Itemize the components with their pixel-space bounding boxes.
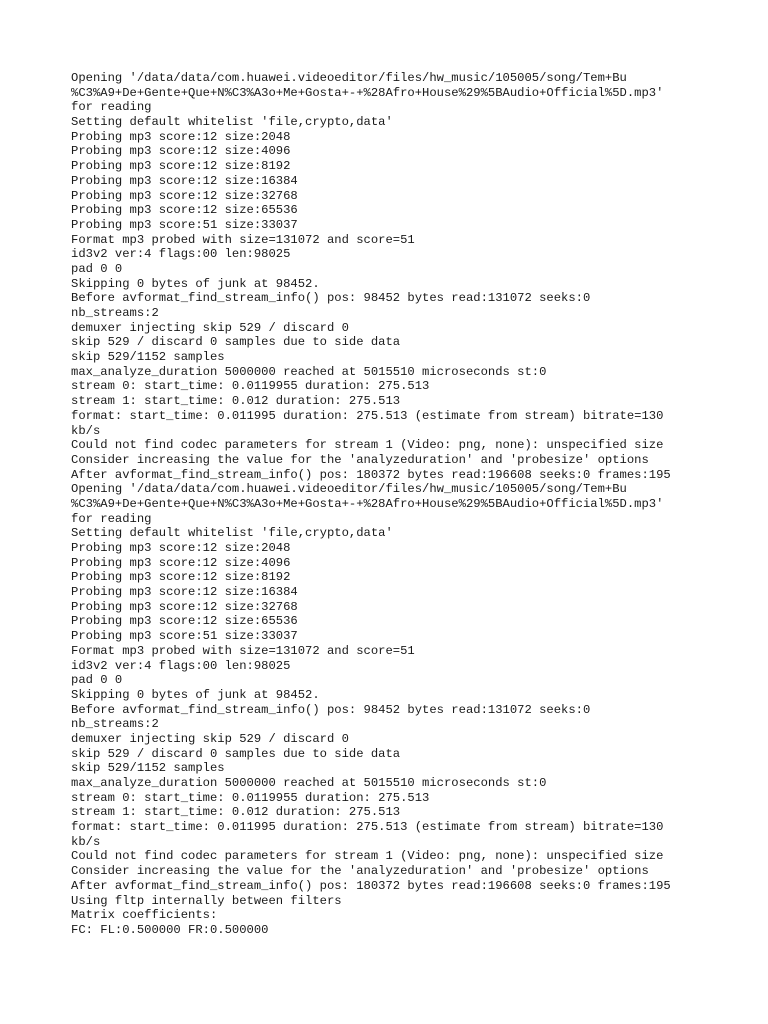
log-line: Probing mp3 score:12 size:65536 (71, 614, 298, 629)
log-line: skip 529/1152 samples (71, 350, 225, 365)
log-line: stream 0: start_time: 0.0119955 duration: 275.513 (71, 790, 430, 805)
log-line: Could not find codec parameters for stream 1 (Video: png, none): unspecified size (71, 849, 664, 864)
log-line: Could not find codec parameters for stream 1 (Video: png, none): unspecified size (71, 438, 664, 453)
log-line: nb_streams:2 (71, 717, 159, 732)
log-line: Probing mp3 score:12 size:8192 (71, 570, 291, 585)
log-line: Probing mp3 score:12 size:8192 (71, 159, 291, 174)
log-line: Using fltp internally between filters (71, 893, 342, 908)
log-line: Format mp3 probed with size=131072 and score=51 (71, 232, 415, 247)
log-line: Format mp3 probed with size=131072 and score=51 (71, 643, 415, 658)
log-line: max_analyze_duration 5000000 reached at 5015510 microseconds st:0 (71, 776, 547, 790)
log-line: Probing mp3 score:12 size:32768 (71, 188, 298, 203)
log-line: After avformat_find_stream_info() pos: 180372 bytes read:196608 seeks:0 frames:195 (71, 467, 671, 482)
log-line: Probing mp3 score:12 size:32768 (71, 599, 298, 614)
log-line: Probing mp3 score:12 size:4096 (71, 144, 291, 159)
log-line: nb_streams:2 (71, 306, 159, 320)
log-line: pad 0 0 (71, 261, 123, 276)
log-line: Probing mp3 score:12 size:4096 (71, 555, 291, 570)
log-line: Matrix coefficients: (71, 908, 218, 923)
log-line: for reading (71, 511, 152, 526)
log-line: Consider increasing the value for the 'analyzeduration' and 'probesize' options (71, 864, 649, 879)
log-line: pad 0 0 (71, 673, 123, 688)
log-line: demuxer injecting skip 529 / discard 0 (71, 731, 349, 746)
log-line: Setting default whitelist 'file,crypto,data' (71, 115, 393, 130)
log-line: Probing mp3 score:12 size:16384 (71, 585, 298, 600)
log-line: Opening '/data/data/com.huawei.videoeditor/files/hw_music/105005/song/Tem+Bu (71, 71, 627, 85)
log-line: Skipping 0 bytes of junk at 98452. (71, 276, 320, 291)
log-line: %C3%A9+De+Gente+Que+N%C3%A3o+Me+Gosta+-+%28Afro+House%29%5BAudio+Official%5D.mp3' (71, 496, 664, 511)
log-line: format: start_time: 0.011995 duration: 275.513 (estimate from stream) bitrate=130 (71, 408, 664, 423)
log-line: Probing mp3 score:51 size:33037 (71, 629, 298, 644)
log-line: kb/s (71, 423, 101, 438)
log-line: stream 1: start_time: 0.012 duration: 275.513 (71, 805, 401, 820)
log-line: Probing mp3 score:12 size:2048 (71, 129, 291, 144)
log-line: Before avformat_find_stream_info() pos: 98452 bytes read:131072 seeks:0 (71, 702, 591, 717)
log-line: skip 529 / discard 0 samples due to side data (71, 335, 401, 350)
log-line: After avformat_find_stream_info() pos: 180372 bytes read:196608 seeks:0 frames:195 (71, 878, 671, 893)
log-line: Probing mp3 score:12 size:65536 (71, 203, 298, 218)
log-line: Probing mp3 score:12 size:16384 (71, 173, 298, 188)
log-line: Consider increasing the value for the 'analyzeduration' and 'probesize' options (71, 452, 649, 467)
log-line: skip 529 / discard 0 samples due to side data (71, 746, 401, 761)
log-line: kb/s (71, 834, 101, 849)
log-line: stream 1: start_time: 0.012 duration: 275.513 (71, 394, 401, 409)
log-line: max_analyze_duration 5000000 reached at 5015510 microseconds st:0 (71, 364, 547, 379)
log-line: Probing mp3 score:51 size:33037 (71, 217, 298, 232)
log-line: Opening '/data/data/com.huawei.videoeditor/files/hw_music/105005/song/Tem+Bu (71, 482, 627, 497)
log-line: format: start_time: 0.011995 duration: 275.513 (estimate from stream) bitrate=130 (71, 820, 664, 835)
log-line: Setting default whitelist 'file,crypto,data' (71, 526, 393, 541)
log-line: FC: FL:0.500000 FR:0.500000 (71, 922, 269, 937)
log-line: id3v2 ver:4 flags:00 len:98025 (71, 658, 291, 673)
log-line: Before avformat_find_stream_info() pos: 98452 bytes read:131072 seeks:0 (71, 291, 591, 306)
log-line: id3v2 ver:4 flags:00 len:98025 (71, 247, 291, 262)
log-line: %C3%A9+De+Gente+Que+N%C3%A3o+Me+Gosta+-+%28Afro+House%29%5BAudio+Official%5D.mp3' (71, 85, 664, 100)
log-line: skip 529/1152 samples (71, 761, 225, 776)
log-line: Probing mp3 score:12 size:2048 (71, 541, 291, 555)
log-line: demuxer injecting skip 529 / discard 0 (71, 320, 349, 335)
log-output (71, 71, 761, 938)
log-line: Skipping 0 bytes of junk at 98452. (71, 687, 320, 702)
log-line: stream 0: start_time: 0.0119955 duration: 275.513 (71, 379, 430, 394)
log-line: for reading (71, 100, 152, 115)
